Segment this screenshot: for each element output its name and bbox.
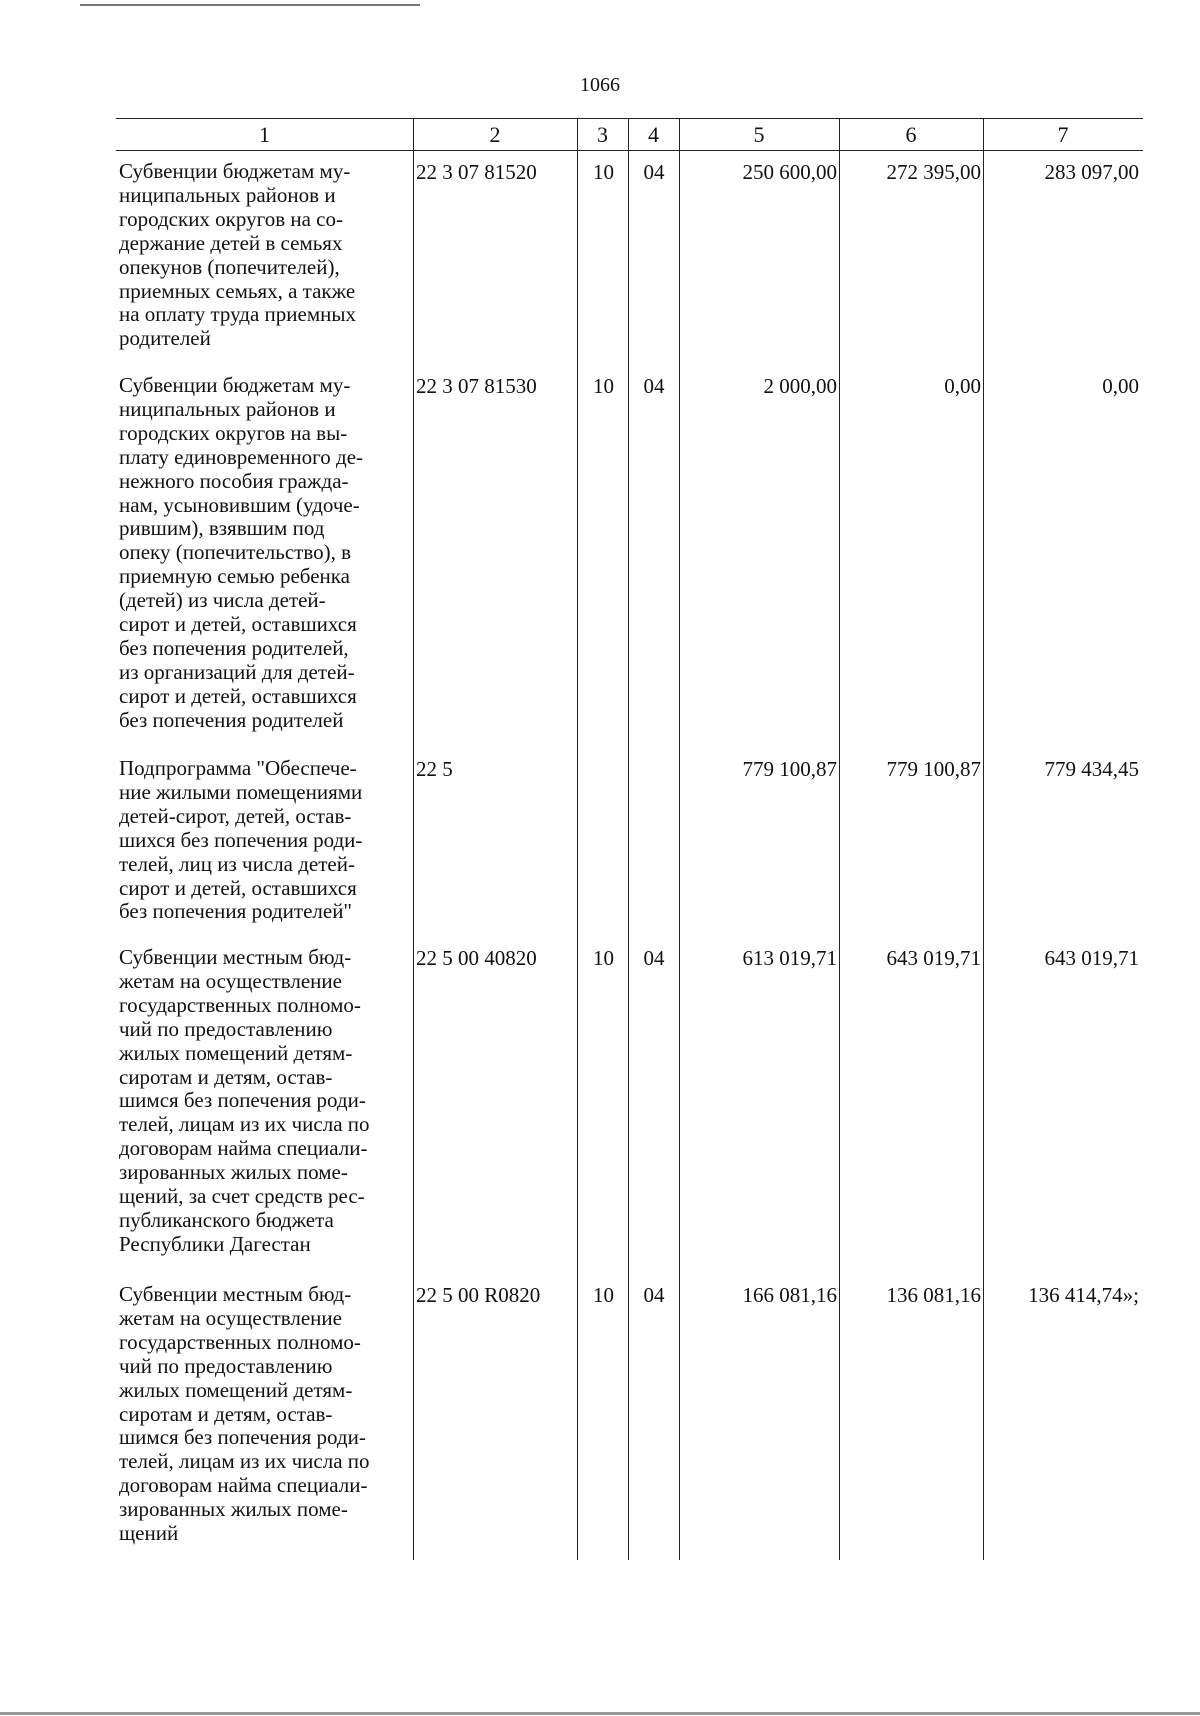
row-subsection: 04	[643, 946, 665, 970]
col-divider-6	[983, 118, 984, 1560]
row-code: 22 3 07 81520	[416, 160, 537, 184]
row-subsection: 04	[643, 1283, 665, 1307]
row-subsection: 04	[643, 374, 665, 398]
table-top-border	[116, 118, 1143, 119]
row-description: Субвенции местным бюд- жетам на осуществление государственных полномо- чий по предоставлению жилых помещений детям- сиротам и детям, остав- шимся без попечения роди- телей, лицам из их числа по договорам найма специали- зированных жилых поме- щений	[119, 1282, 370, 1546]
row-description: Подпрограмма "Обеспече- ние жилыми помещениями детей-сирот, детей, остав- шихся без попечения роди- телей, лиц из числа детей- сирот и детей, оставшихся без попечения родителей"	[119, 756, 363, 924]
row-value-6: 272 395,00	[886, 160, 981, 184]
scan-artifact	[0, 1712, 1200, 1715]
row-value-6: 779 100,87	[886, 757, 981, 781]
header-col-3: 3	[597, 122, 608, 147]
scan-artifact	[80, 4, 420, 6]
row-value-6: 136 081,16	[886, 1283, 981, 1307]
row-section: 10	[593, 160, 614, 184]
header-col-6: 6	[905, 122, 917, 147]
row-value-6: 643 019,71	[886, 946, 981, 970]
row-value-7: 0,00	[1102, 374, 1139, 398]
col-divider-5	[839, 118, 840, 1560]
header-col-1: 1	[259, 122, 270, 147]
row-section: 10	[593, 1283, 614, 1307]
row-value-5: 250 600,00	[742, 160, 837, 184]
row-subsection: 04	[643, 160, 665, 184]
col-divider-4	[679, 118, 680, 1560]
row-description: Субвенции бюджетам му- ниципальных районов и городских округов на вы- плату единовременного де- нежного пособия гражда- нам, усыновившим (удоче- рившим), взявшим под опеку (попечительство), в приемную семью ребенка (детей) из числа детей- сирот и детей, оставшихся без попечения родителей, из организаций для детей- сирот и детей, оставшихся без попечения родителей	[119, 373, 364, 732]
row-value-7: 136 414,74»;	[1028, 1283, 1139, 1307]
header-col-2: 2	[489, 122, 501, 147]
row-value-6: 0,00	[944, 374, 981, 398]
row-value-7: 283 097,00	[1044, 160, 1139, 184]
row-value-5: 166 081,16	[742, 1283, 837, 1307]
col-divider-3	[628, 118, 629, 1560]
header-col-4: 4	[648, 122, 659, 147]
page-number: 1066	[580, 74, 620, 96]
row-value-5: 779 100,87	[742, 757, 837, 781]
col-divider-2	[577, 118, 578, 1560]
row-code: 22 5 00 40820	[416, 946, 537, 970]
row-description: Субвенции бюджетам му- ниципальных районов и городских округов на со- держание детей в семьях опекунов (попечителей), приемных семьях, а также на оплату труда приемных родителей	[119, 159, 356, 351]
row-code: 22 5 00 R0820	[416, 1283, 541, 1307]
row-section: 10	[593, 374, 614, 398]
header-col-5: 5	[753, 122, 765, 147]
row-value-7: 779 434,45	[1044, 757, 1139, 781]
row-value-7: 643 019,71	[1044, 946, 1139, 970]
row-value-5: 2 000,00	[763, 374, 837, 398]
row-value-5: 613 019,71	[742, 946, 837, 970]
row-section: 10	[593, 946, 614, 970]
row-code: 22 5	[416, 757, 453, 781]
row-description: Субвенции местным бюд- жетам на осуществление государственных полномо- чий по предоставлению жилых помещений детям- сиротам и детям, остав- шимся без попечения роди- телей, лицам из их числа по договорам найма специали- зированных жилых поме- щений, за счет средств рес- публиканского бюджета Республики Дагестан	[119, 945, 370, 1256]
header-bottom-border	[116, 150, 1143, 151]
header-col-7: 7	[1057, 122, 1069, 147]
row-code: 22 3 07 81530	[416, 374, 537, 398]
